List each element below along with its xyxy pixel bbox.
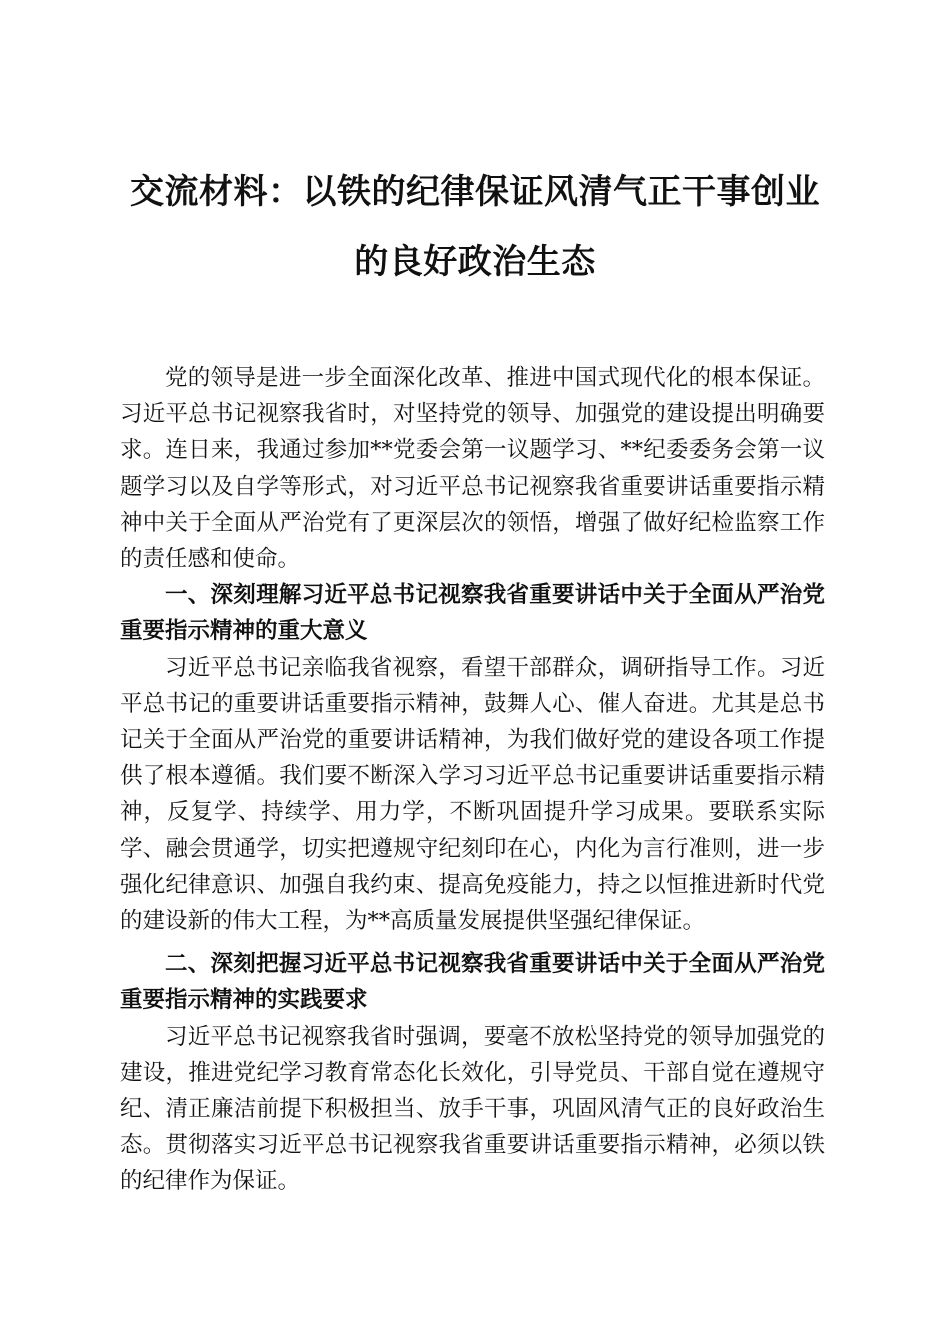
document-title-line-2: 的良好政治生态: [354, 242, 596, 282]
section-heading-1: 一、深刻理解习近平总书记视察我省重要讲话中关于全面从严治党重要指示精神的重大意义: [120, 582, 825, 645]
paragraph-section-1: 习近平总书记亲临我省视察，看望干部群众，调研指导工作。习近平总书记的重要讲话重要指示精神，鼓舞人心、催人奋进。尤其是总书记关于全面从严治党的重要讲话精神，为我们做好党的建设各项工作提供了根本遵循。我们要不断深入学习习近平总书记重要讲话重要指示精神，反复学、持续学、用力学，不断巩固提升学习成果。要联系实际学、融会贯通学，切实把遵规守纪刻印在心，内化为言行准则，进一步强化纪律意识、加强自我约束、提高免疫能力，持之以恒推进新时代党的建设新的伟大工程，为**高质量发展提供坚强纪律保证。: [120, 654, 825, 935]
paragraph-intro: 党的领导是进一步全面深化改革、推进中国式现代化的根本保证。习近平总书记视察我省时，对坚持党的领导、加强党的建设提出明确要求。连日来，我通过参加**党委会第一议题学习、**纪委委务会第一议题学习以及自学等形式，对习近平总书记视察我省重要讲话重要指示精神中关于全面从严治党有了更深层次的领悟，增强了做好纪检监察工作的责任感和使命。: [120, 365, 825, 573]
paragraph-section-2: 习近平总书记视察我省时强调，要毫不放松坚持党的领导加强党的建设，推进党纪学习教育常态化长效化，引导党员、干部自觉在遵规守纪、清正廉洁前提下积极担当、放手干事，巩固风清气正的良好政治生态。贯彻落实习近平总书记视察我省重要讲话重要指示精神，必须以铁的纪律作为保证。: [120, 1023, 825, 1195]
document-body: [120, 360, 825, 1200]
document-title-line-1: 交流材料：以铁的纪律保证风清气正干事创业: [130, 172, 820, 212]
section-heading-2: 二、深刻把握习近平总书记视察我省重要讲话中关于全面从严治党重要指示精神的实践要求: [120, 951, 825, 1014]
